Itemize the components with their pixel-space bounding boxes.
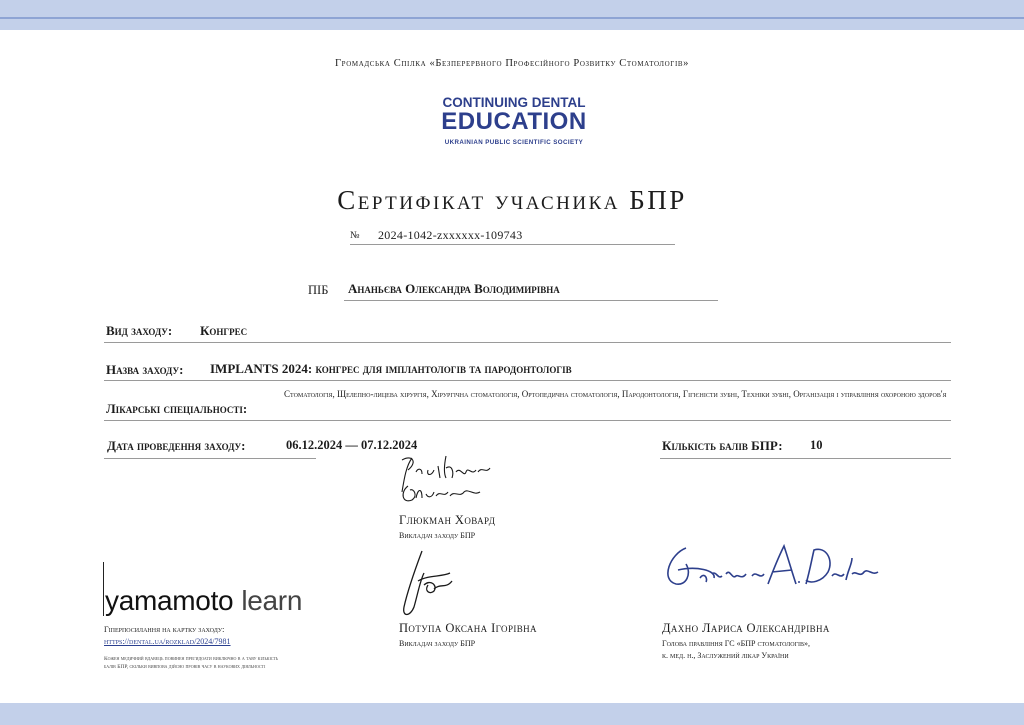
date-label: Дата проведення заходу:: [107, 438, 246, 453]
specialties-label: Лікарські спеціальності:: [106, 401, 248, 416]
event-type-row: [104, 318, 951, 343]
participant-name: Ананьєва Олександра Володимирівна: [348, 281, 560, 296]
signatory-1-role: Викладач заходу БПР: [399, 531, 476, 540]
event-name: IMPLANTS 2024: конгрес для імплантологів та пародонтологів: [210, 361, 572, 376]
points-label: Кількість балів БПР:: [662, 438, 783, 453]
partner-brand-suffix: learn: [241, 585, 303, 616]
signature-gluckman: [394, 452, 504, 512]
logo-line1: CONTINUING DENTAL: [442, 95, 586, 110]
certificate-number: 2024-1042-zxxxxxx-109743: [378, 228, 523, 242]
signatory-2-name: Потупа Оксана Ігорівна: [399, 621, 537, 635]
participant-name-row: [344, 281, 718, 301]
specialties-row: [104, 384, 951, 421]
logo-line3: UKRAINIAN PUBLIC SCIENTIFIC SOCIETY: [444, 139, 584, 146]
signature-potupa: [394, 545, 464, 621]
signatory-3-name: Дахно Лариса Олександрівна: [662, 621, 830, 635]
top-band: [0, 0, 1024, 30]
signatory-2-role: Викладач заходу БПР: [399, 639, 476, 648]
organization-name: Громадська Спілка «Безперервного Професійного Розвитку Стоматологів»: [335, 58, 689, 69]
number-label: №: [350, 230, 360, 241]
event-type-label: Вид заходу:: [106, 323, 173, 338]
partner-logo-bar: [103, 562, 104, 616]
event-type: Конгрес: [200, 323, 248, 338]
pib-label: ПІБ: [308, 283, 329, 297]
signatory-1-name: Глюкман Ховард: [399, 513, 496, 527]
partner-brand: yamamoto: [105, 585, 234, 616]
event-link-label: Гіперпосилання на картку заходу:: [104, 625, 225, 634]
event-link[interactable]: https://dental.ua/rozklad/2024/7981: [104, 637, 231, 646]
event-name-row: [104, 356, 951, 381]
top-band-line: [0, 17, 1024, 19]
cde-logo: [424, 94, 604, 148]
partner-logo: [105, 585, 302, 617]
disclaimer-note: Кожен медичний вдавець повинен прегидоати виключно в а таву кількість балів БПР, скільки вивпова дійсно провів часу в наукових діяльності: [104, 656, 279, 670]
event-date: 06.12.2024 — 07.12.2024: [286, 438, 418, 452]
signatory-3-role: Голова правління ГС «БПР стоматологів»,: [662, 639, 810, 648]
logo-line2: EDUCATION: [441, 108, 587, 135]
certificate-number-row: [350, 228, 675, 245]
specialties-list: Стоматологія, Щелепно-лицева хірургія, Хірургічна стоматологія, Ортопедична стоматологія, Пародонтологія, Гігієністи зубні, Техніки зубні, Організація і управління охороною здоров'я: [284, 389, 947, 399]
signatory-3-role2: к. мед. н., Заслужений лікар України: [662, 651, 789, 660]
points-value: 10: [810, 438, 823, 452]
event-name-label: Назва заходу:: [106, 362, 184, 377]
bottom-band: [0, 703, 1024, 725]
certificate-title: Сертифікат учасника БПР: [337, 185, 687, 215]
signature-dakhno: [656, 540, 881, 604]
